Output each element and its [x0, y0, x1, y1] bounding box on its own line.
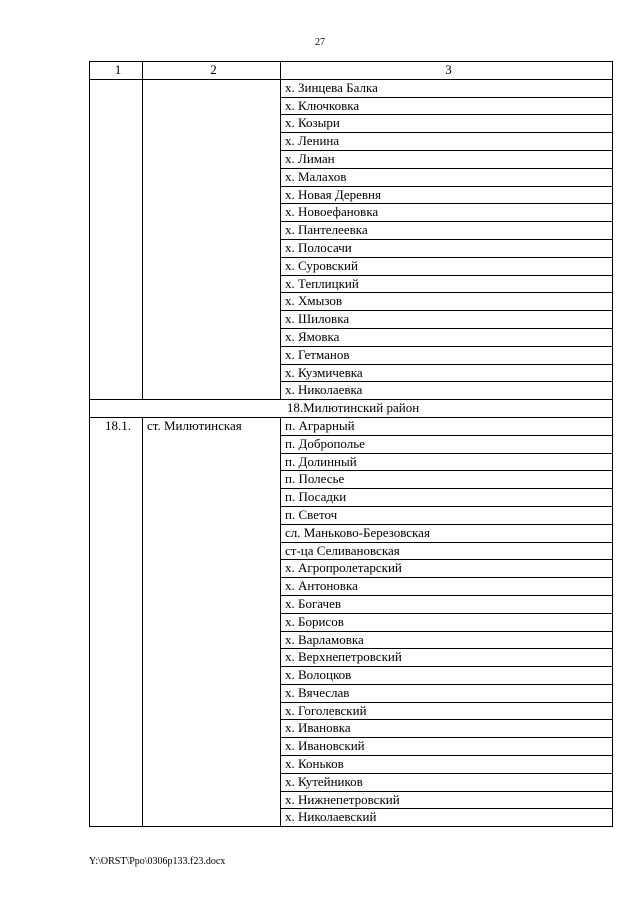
settlement-cell: х. Варламовка [281, 631, 613, 649]
settlement-cell: х. Кузмичевка [281, 364, 613, 382]
settlement-cell: х. Гоголевский [281, 702, 613, 720]
settlement-cell: х. Волоцков [281, 667, 613, 685]
settlements-table [89, 61, 613, 827]
footer-file-path: Y:\ORST\Ppo\0306p133.f23.docx [89, 856, 226, 867]
settlement-cell: х. Козыри [281, 115, 613, 133]
settlement-cell: х. Нижнепетровский [281, 791, 613, 809]
settlement-cell: п. Полесье [281, 471, 613, 489]
table-row [90, 417, 613, 435]
settlement-cell: х. Новая Деревня [281, 186, 613, 204]
column-header-2: 2 [143, 62, 281, 80]
settlement-cell: х. Ивановка [281, 720, 613, 738]
settlement-cell: п. Аграрный [281, 417, 613, 435]
table-row [90, 79, 613, 97]
settlement-cell: х. Ивановский [281, 738, 613, 756]
settlement-cell: х. Кутейников [281, 773, 613, 791]
settlement-cell: х. Ленина [281, 133, 613, 151]
settlement-cell: х. Агропролетарский [281, 560, 613, 578]
settlement-cell: х. Теплицкий [281, 275, 613, 293]
settlement-cell: п. Посадки [281, 489, 613, 507]
settlement-cell: х. Коньков [281, 756, 613, 774]
settlement-cell: х. Борисов [281, 613, 613, 631]
settlement-cell: х. Шиловка [281, 311, 613, 329]
settlement-cell: х. Зинцева Балка [281, 79, 613, 97]
settlement-cell: х. Полосачи [281, 239, 613, 257]
settlement-cell: х. Антоновка [281, 578, 613, 596]
settlement-cell: х. Ключковка [281, 97, 613, 115]
settlement-cell: х. Вячеслав [281, 684, 613, 702]
settlement-cell: х. Богачев [281, 595, 613, 613]
settlement-cell: п. Светоч [281, 506, 613, 524]
settlement-cell: х. Верхнепетровский [281, 649, 613, 667]
entry-number: 18.1. [90, 417, 143, 826]
settlement-cell: ст-ца Селивановская [281, 542, 613, 560]
continued-number-cell [90, 79, 143, 399]
settlement-cell: х. Лиман [281, 150, 613, 168]
settlement-cell: х. Хмызов [281, 293, 613, 311]
settlement-cell: х. Малахов [281, 168, 613, 186]
settlement-cell: п. Долинный [281, 453, 613, 471]
settlement-cell: х. Николаевский [281, 809, 613, 827]
settlement-cell: х. Новоефановка [281, 204, 613, 222]
continued-center-cell [143, 79, 281, 399]
settlement-cell: х. Суровский [281, 257, 613, 275]
entry-center: ст. Милютинская [143, 417, 281, 826]
settlement-cell: х. Николаевка [281, 382, 613, 400]
section-heading: 18.Милютинский район [90, 400, 613, 418]
column-header-3: 3 [281, 62, 613, 80]
column-header-1: 1 [90, 62, 143, 80]
settlement-cell: х. Гетманов [281, 346, 613, 364]
section-heading-row [90, 400, 613, 418]
table-header-row [90, 62, 613, 80]
settlement-cell: п. Доброполье [281, 435, 613, 453]
settlement-cell: х. Пантелеевка [281, 222, 613, 240]
settlement-cell: сл. Маньково-Березовская [281, 524, 613, 542]
page-number: 27 [315, 37, 325, 48]
settlement-cell: х. Ямовка [281, 328, 613, 346]
